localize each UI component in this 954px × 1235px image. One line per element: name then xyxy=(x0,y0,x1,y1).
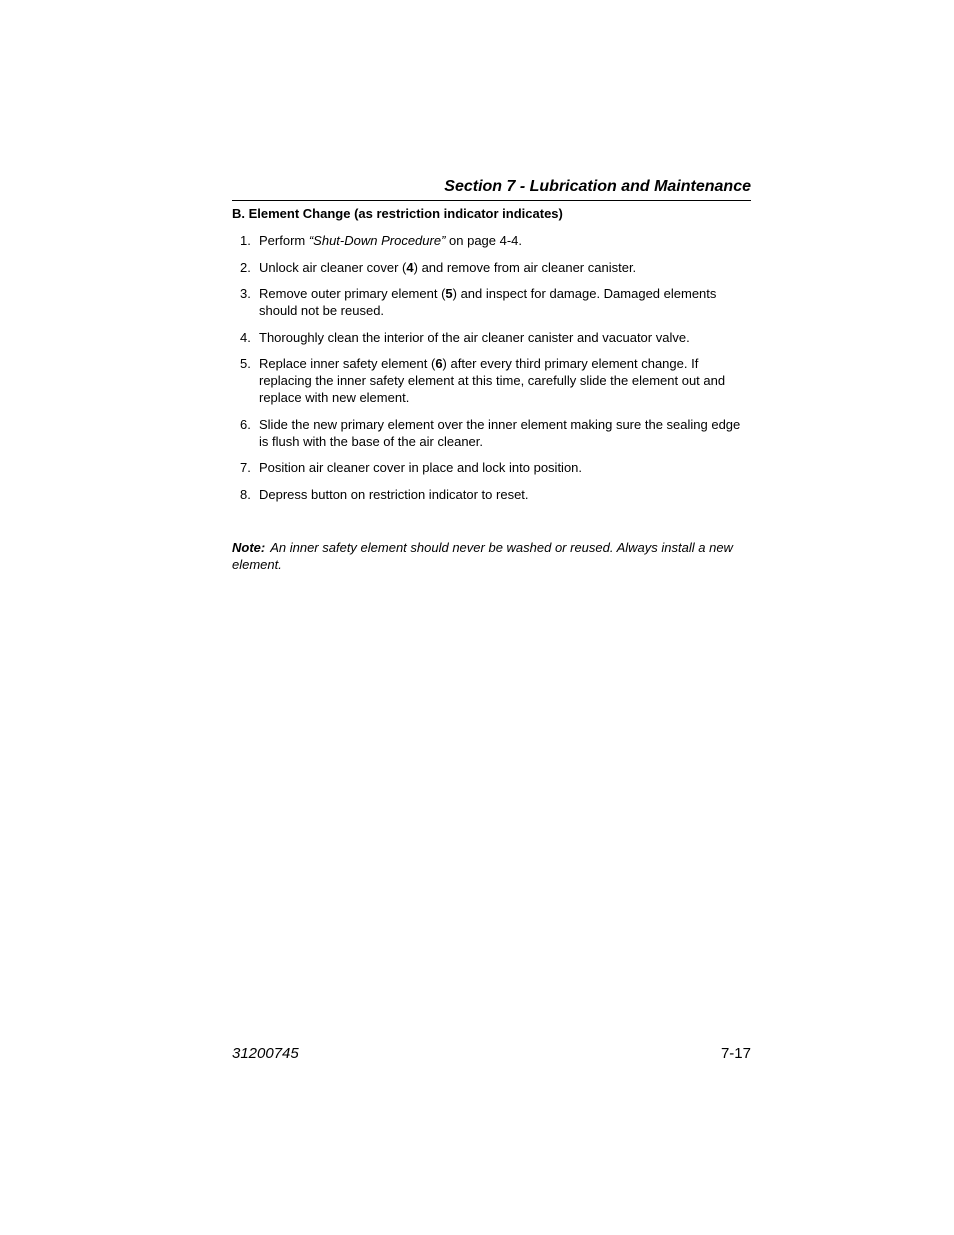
step-text: Position air cleaner cover in place and lock into position. xyxy=(259,460,583,475)
callout-number: 5 xyxy=(445,286,453,301)
callout-number: 4 xyxy=(406,259,414,275)
procedure-reference: “Shut-Down Procedure” xyxy=(308,233,446,248)
step-item xyxy=(232,285,751,319)
procedure-steps xyxy=(232,232,751,512)
step-text: Slide the new primary element over the inner element making sure the sealing edge is flush with the base of the air cleaner. xyxy=(259,416,741,449)
note-text: An inner safety element should never be washed or reused. Always install a new element. xyxy=(232,540,733,572)
step-item xyxy=(232,355,751,406)
page-number: 7-17 xyxy=(720,1045,751,1062)
step-item xyxy=(232,416,751,450)
step-item xyxy=(232,232,751,249)
step-text: ) and remove from air cleaner canister. xyxy=(413,259,637,275)
step-number: 7. xyxy=(240,460,251,475)
step-text: Depress button on restriction indicator to reset. xyxy=(259,486,529,502)
document-number: 31200745 xyxy=(232,1045,299,1062)
step-number: 1. xyxy=(240,233,251,248)
step-text: Remove outer primary element ( xyxy=(259,286,446,301)
step-number: 3. xyxy=(240,286,251,301)
step-item xyxy=(232,329,751,346)
note-paragraph xyxy=(232,539,751,573)
callout-number: 6 xyxy=(435,356,443,371)
step-number: 2. xyxy=(240,259,251,275)
step-number: 8. xyxy=(240,486,251,502)
step-text: Replace inner safety element ( xyxy=(259,356,436,371)
step-text: on page 4-4. xyxy=(445,233,523,248)
step-text: ) after every third primary element change. If replacing the inner safety element at this time, carefully slide the element out and replace with new element. xyxy=(259,356,726,405)
step-text: Perform xyxy=(259,233,309,248)
section-header: Section 7 - Lubrication and Maintenance xyxy=(232,175,751,201)
step-text: Unlock air cleaner cover ( xyxy=(259,259,407,275)
note-label: Note: xyxy=(232,540,266,555)
step-number: 6. xyxy=(240,416,251,432)
step-item xyxy=(232,259,751,276)
step-item xyxy=(232,486,751,503)
subsection-title: B. Element Change (as restriction indicator indicates) xyxy=(232,206,563,221)
step-text: Thoroughly clean the interior of the air cleaner canister and vacuator valve. xyxy=(259,329,690,345)
step-number: 4. xyxy=(240,329,251,345)
step-text: ) and inspect for damage. Damaged elements should not be reused. xyxy=(259,286,717,318)
step-number: 5. xyxy=(240,356,251,371)
step-item xyxy=(232,459,751,476)
